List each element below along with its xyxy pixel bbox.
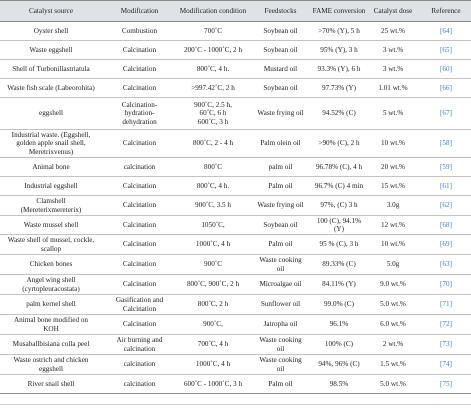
reference-link[interactable]: [74] — [417, 355, 471, 375]
cell-catalyst-dose: 25 wt.% — [369, 22, 417, 41]
cell-fame-conversion: 97.73% (Y) — [309, 79, 369, 98]
cell-catalyst-source: Oyster shell — [0, 22, 105, 41]
cell-modification: Calcination — [105, 130, 174, 158]
cell-feedstock: Waste frying oil — [252, 196, 309, 216]
reference-link[interactable]: [68] — [417, 216, 471, 235]
cell-catalyst-source: Industrial eggshell — [0, 177, 105, 196]
cell-fame-conversion: 100% (C) — [309, 335, 369, 355]
cell-catalyst-source: Chicken bones — [0, 255, 105, 275]
cell-catalyst-source: Animal bone modified on KOH — [0, 315, 105, 335]
cell-modification-condition: 900˚C, 2.5 h, 60˚C, 6 h 600˚C, 3 h — [174, 98, 252, 130]
cell-feedstock: Palm oil — [252, 375, 309, 394]
cell-modification-condition: >997.42˚C, 2 h — [174, 79, 252, 98]
cell-catalyst-source: Waste eggshell — [0, 41, 105, 60]
cell-modification: Calcination — [105, 177, 174, 196]
cell-catalyst-source: Waste fish scale (Labeorohita) — [0, 79, 105, 98]
table-row — [0, 158, 471, 177]
cell-modification-condition: 1000˚C, 4 h — [174, 235, 252, 255]
cell-modification-condition: 600˚C - 1000˚C, 3 h — [174, 375, 252, 394]
cell-catalyst-dose: 3 wt.% — [369, 41, 417, 60]
cell-feedstock: Soybean oil — [252, 216, 309, 235]
reference-link[interactable]: [67] — [417, 98, 471, 130]
cell-fame-conversion: 94.52% (C) — [309, 98, 369, 130]
table-row — [0, 216, 471, 235]
cell-catalyst-source: Shell of Turbonillastriatula — [0, 60, 105, 79]
table-row — [0, 196, 471, 216]
cell-modification-condition: 900˚C — [174, 255, 252, 275]
cell-fame-conversion: 89.33% (C) — [309, 255, 369, 275]
table-row — [0, 22, 471, 41]
cell-modification: Combustion — [105, 22, 174, 41]
cell-feedstock: Soybean oil — [252, 79, 309, 98]
cell-feedstock: Palm oil — [252, 235, 309, 255]
reference-link[interactable]: [59] — [417, 158, 471, 177]
cell-modification: Calcination — [105, 315, 174, 335]
header-catalyst-dose: Catalyst dose — [369, 1, 417, 22]
cell-modification: Calcination — [105, 196, 174, 216]
cell-catalyst-source: eggshell — [0, 98, 105, 130]
cell-fame-conversion: 96.7% (C) 4 min — [309, 177, 369, 196]
cell-fame-conversion: 100 (C), 94.1% (Y) — [309, 216, 369, 235]
cell-catalyst-source: Musaballbisiana colla peel — [0, 335, 105, 355]
cell-catalyst-source: Animal bone — [0, 158, 105, 177]
cell-fame-conversion: 94%, 96% (C) — [309, 355, 369, 375]
cell-modification-condition: 200˚C - 1000˚C, 2 h — [174, 41, 252, 60]
cell-modification-condition: 1000˚C, 4 h — [174, 355, 252, 375]
cell-catalyst-dose: 5.0 wt.% — [369, 295, 417, 315]
cell-catalyst-dose: 20 wt.% — [369, 158, 417, 177]
cell-catalyst-dose: 5.0 wt.% — [369, 375, 417, 394]
bottom-rule — [0, 404, 471, 405]
table-row — [0, 335, 471, 355]
header-fame-conversion: FAME conversion — [309, 1, 369, 22]
cell-modification: calcination — [105, 355, 174, 375]
cell-catalyst-dose: 10 wt.% — [369, 235, 417, 255]
cell-catalyst-source: Industrial waste. (Eggshell, golden apple snail shell, Meretrixvenus) — [0, 130, 105, 158]
cell-feedstock: Waste frying oil — [252, 98, 309, 130]
table-body — [0, 22, 471, 394]
cell-modification-condition: 800˚C, 2 h — [174, 295, 252, 315]
cell-catalyst-source: palm kernel shell — [0, 295, 105, 315]
reference-link[interactable]: [71] — [417, 295, 471, 315]
table-row — [0, 79, 471, 98]
cell-fame-conversion: 84.11% (Y) — [309, 275, 369, 295]
cell-fame-conversion: 96.1% — [309, 315, 369, 335]
cell-modification: Calcination — [105, 41, 174, 60]
cell-catalyst-dose: 6.0 wt.% — [369, 315, 417, 335]
cell-modification-condition: 800˚C — [174, 158, 252, 177]
cell-fame-conversion: 99.0% (C) — [309, 295, 369, 315]
cell-catalyst-dose: 2 wt.% — [369, 335, 417, 355]
cell-feedstock: Mustard oil — [252, 60, 309, 79]
header-reference: Reference — [417, 1, 471, 22]
cell-catalyst-dose: 5 wt.% — [369, 98, 417, 130]
cell-feedstock: Soybean oil — [252, 22, 309, 41]
reference-link[interactable]: [58] — [417, 130, 471, 158]
cell-catalyst-source: Waste mussel shell — [0, 216, 105, 235]
header-row — [0, 1, 471, 22]
cell-feedstock: Palm oil — [252, 177, 309, 196]
cell-catalyst-dose: 15 wt.% — [369, 177, 417, 196]
cell-feedstock: Palm olein oil — [252, 130, 309, 158]
reference-link[interactable]: [70] — [417, 275, 471, 295]
cell-modification: calcination — [105, 158, 174, 177]
reference-link[interactable]: [75] — [417, 375, 471, 394]
table-row — [0, 130, 471, 158]
cell-fame-conversion: 95% (Y), 3 h — [309, 41, 369, 60]
cell-modification-condition: 800˚C, 4 h. — [174, 60, 252, 79]
reference-link[interactable]: [61] — [417, 177, 471, 196]
cell-fame-conversion: >90% (C), 2 h — [309, 130, 369, 158]
table-row — [0, 235, 471, 255]
cell-modification: Calcination — [105, 79, 174, 98]
table-row — [0, 275, 471, 295]
cell-modification-condition: 800˚C, 900˚C, 2 h — [174, 275, 252, 295]
header-modification: Modification — [105, 1, 174, 22]
table-row — [0, 295, 471, 315]
header-catalyst-source: Catalyst source — [0, 1, 105, 22]
reference-link[interactable]: [73] — [417, 335, 471, 355]
table-row — [0, 355, 471, 375]
cell-catalyst-source: Waste shell of mussel, cockle, scallop — [0, 235, 105, 255]
cell-fame-conversion: 97%, (C) 3 h — [309, 196, 369, 216]
cell-fame-conversion: 96.78% (C), 4 h — [309, 158, 369, 177]
table-row — [0, 375, 471, 394]
cell-modification-condition: 900˚C, 3.5 h — [174, 196, 252, 216]
cell-catalyst-source: Waste ostrich and chicken eggshell — [0, 355, 105, 375]
cell-feedstock: Waste cooking oil — [252, 355, 309, 375]
reference-link[interactable]: [72] — [417, 315, 471, 335]
cell-fame-conversion: 95 % (C), 3 h — [309, 235, 369, 255]
cell-catalyst-dose: 10 wt.% — [369, 130, 417, 158]
cell-modification: Calcination- hydration- dehydration — [105, 98, 174, 130]
header-feedstocks: Feedstocks — [252, 1, 309, 22]
cell-feedstock: Jatropha oil — [252, 315, 309, 335]
cell-catalyst-dose: 12 wt.% — [369, 216, 417, 235]
cell-modification: calcination — [105, 375, 174, 394]
cell-modification: Calcination — [105, 60, 174, 79]
cell-feedstock: Microalgae oil — [252, 275, 309, 295]
cell-fame-conversion: 93.3% (Y), 6 h — [309, 60, 369, 79]
table-row — [0, 255, 471, 275]
cell-modification: Calcination — [105, 255, 174, 275]
cell-modification: Air burning and calcination — [105, 335, 174, 355]
reference-link[interactable]: [65] — [417, 41, 471, 60]
cell-modification: Calcination — [105, 275, 174, 295]
cell-feedstock: palm oil — [252, 158, 309, 177]
cell-catalyst-dose: 1.5 wt.% — [369, 355, 417, 375]
reference-link[interactable]: [64] — [417, 22, 471, 41]
table-row — [0, 60, 471, 79]
cell-catalyst-dose: 1.01 wt.% — [369, 79, 417, 98]
header-modification-condition: Modification condition — [174, 1, 252, 22]
cell-catalyst-source: Clamshell (Mereterixmereterix) — [0, 196, 105, 216]
cell-feedstock: Soybean oil — [252, 41, 309, 60]
cell-feedstock: Waste cooking oil — [252, 255, 309, 275]
cell-modification-condition: 1050˚C, — [174, 216, 252, 235]
cell-modification-condition: 700˚C, 4 h — [174, 335, 252, 355]
cell-modification-condition: 900˚C, — [174, 315, 252, 335]
cell-fame-conversion: >70% (Y), 5 h — [309, 22, 369, 41]
cell-catalyst-dose: 5.0g — [369, 255, 417, 275]
cell-catalyst-dose: 9.0 wt.% — [369, 275, 417, 295]
reference-link[interactable]: [69] — [417, 235, 471, 255]
cell-feedstock: Sunflower oil — [252, 295, 309, 315]
cell-modification: Gasification and Calcination — [105, 295, 174, 315]
table-row — [0, 315, 471, 335]
reference-link[interactable]: [60] — [417, 60, 471, 79]
cell-catalyst-source: River snail shell — [0, 375, 105, 394]
table-row — [0, 98, 471, 130]
reference-link[interactable]: [62] — [417, 196, 471, 216]
cell-modification-condition: 800˚C, 4 h. — [174, 177, 252, 196]
table-row — [0, 177, 471, 196]
cell-modification-condition: 700˚C — [174, 22, 252, 41]
cell-modification-condition: 800˚C, 2 - 4 h — [174, 130, 252, 158]
reference-link[interactable]: [66] — [417, 79, 471, 98]
cell-modification: Calcination — [105, 235, 174, 255]
cell-feedstock: Waste cooking oil — [252, 335, 309, 355]
cell-fame-conversion: 98.5% — [309, 375, 369, 394]
table-header — [0, 1, 471, 22]
cell-catalyst-source: Angel wing shell (cyrtopleuracostata) — [0, 275, 105, 295]
table-row — [0, 41, 471, 60]
cell-catalyst-dose: 3.0g — [369, 196, 417, 216]
reference-link[interactable]: [63] — [417, 255, 471, 275]
cell-modification: Calcination — [105, 216, 174, 235]
cell-catalyst-dose: 3 wt.% — [369, 60, 417, 79]
